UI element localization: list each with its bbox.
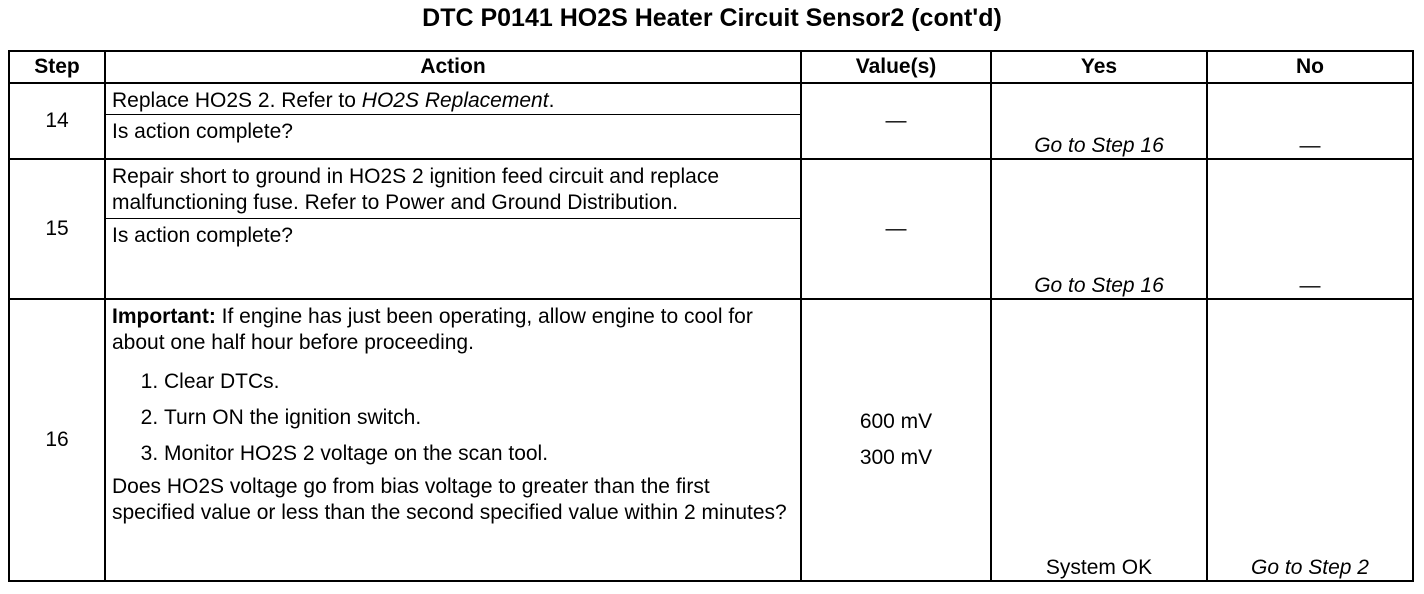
page-title: DTC P0141 HO2S Heater Circuit Sensor2 (cont'd) xyxy=(422,4,1002,32)
yes-cell: Go to Step 16 xyxy=(991,159,1207,299)
step-number: 15 xyxy=(9,159,105,299)
action-question: Is action complete? xyxy=(106,114,800,148)
values-cell xyxy=(801,299,991,581)
no-cell: — xyxy=(1207,159,1413,299)
header-step: Step xyxy=(9,51,105,83)
table-row xyxy=(9,83,1413,159)
values-cell: — xyxy=(801,83,991,159)
header-yes: Yes xyxy=(991,51,1207,83)
list-item: 3. Monitor HO2S 2 voltage on the scan tool. xyxy=(164,436,800,472)
diagnostic-table xyxy=(8,50,1414,582)
value-second: 300 mV xyxy=(859,446,933,469)
header-action: Action xyxy=(105,51,801,83)
action-text: Repair short to ground in HO2S 2 ignition feed circuit and replace malfunctioning fuse. Refer to Power and Ground Distribution. xyxy=(112,165,720,214)
no-cell: Go to Step 2 xyxy=(1207,299,1413,581)
list-item: 2. Turn ON the ignition switch. xyxy=(164,400,800,436)
action-cell xyxy=(105,83,801,159)
table-row xyxy=(9,159,1413,299)
yes-cell: Go to Step 16 xyxy=(991,83,1207,159)
step-number: 16 xyxy=(9,299,105,581)
step-number: 14 xyxy=(9,83,105,159)
action-cell xyxy=(105,159,801,299)
list-item: 1. Clear DTCs. xyxy=(164,364,800,400)
important-label: Important: xyxy=(112,305,216,328)
header-values: Value(s) xyxy=(801,51,991,83)
no-cell: — xyxy=(1207,83,1413,159)
table-row xyxy=(9,299,1413,581)
value-first: 600 mV xyxy=(859,410,933,433)
header-no: No xyxy=(1207,51,1413,83)
important-note: Important: If engine has just been operating, allow engine to cool for about one half hour before proceeding. xyxy=(112,305,753,354)
substep-list xyxy=(106,364,800,472)
values-cell: — xyxy=(801,159,991,299)
action-text: Replace HO2S 2. Refer to HO2S Replacement. xyxy=(112,89,555,112)
yes-cell: System OK xyxy=(991,299,1207,581)
reference-link[interactable]: HO2S Replacement xyxy=(361,89,549,112)
action-cell xyxy=(105,299,801,581)
action-question: Is action complete? xyxy=(106,218,800,252)
header-row xyxy=(9,51,1413,83)
action-question: Does HO2S voltage go from bias voltage to greater than the first specified value or less than the second specified value within 2 minutes? xyxy=(112,475,787,524)
